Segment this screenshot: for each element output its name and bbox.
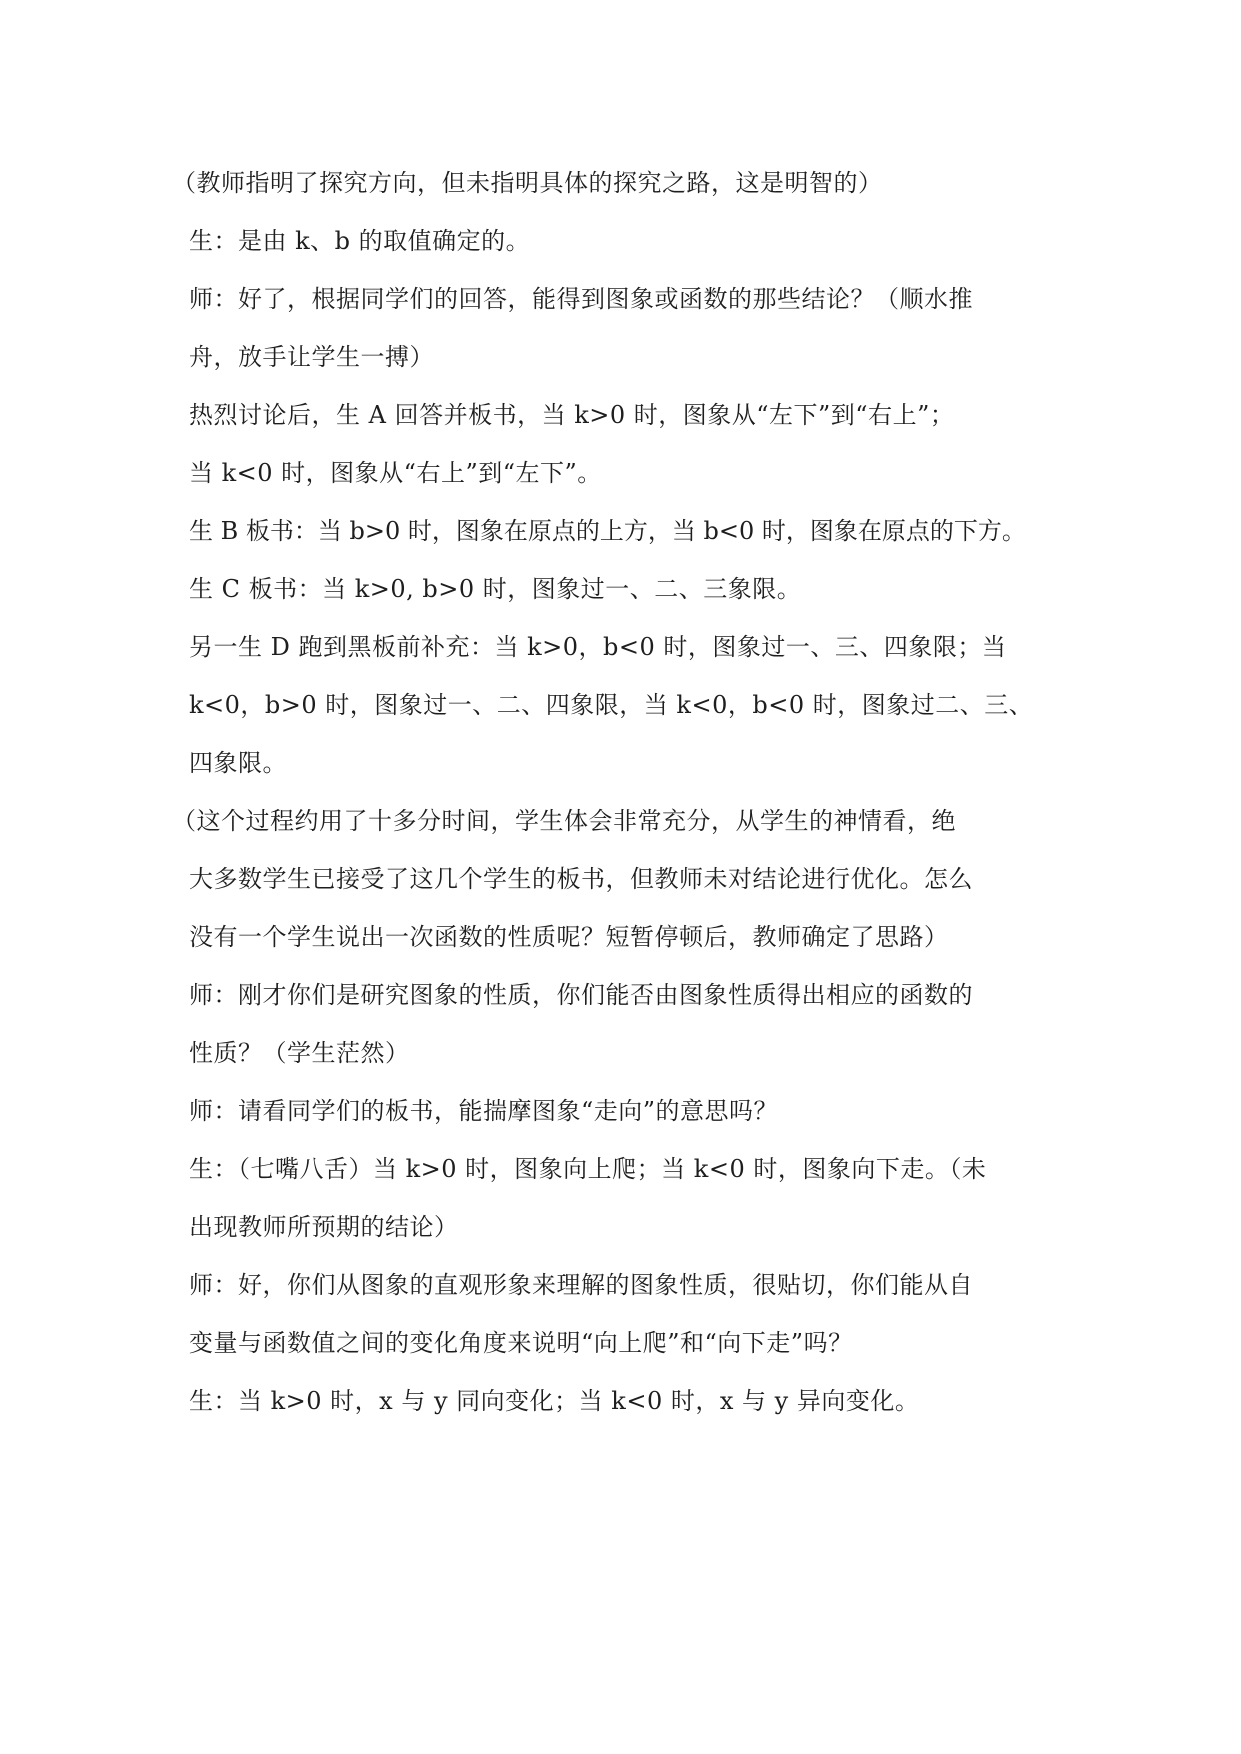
text-line-8: 生 C 板书：当 k>0, b>0 时，图象过一、二、三象限。 bbox=[189, 575, 802, 603]
text-line-11: 四象限。 bbox=[189, 749, 287, 777]
text-line-15: 师：刚才你们是研究图象的性质，你们能否由图象性质得出相应的函数的 bbox=[189, 981, 973, 1009]
text-line-10: k<0，b>0 时，图象过一、二、四象限，当 k<0，b<0 时，图象过二、三、 bbox=[189, 691, 1034, 719]
text-line-12: （这个过程约用了十多分时间，学生体会非常充分，从学生的神情看，绝 bbox=[172, 807, 956, 835]
text-line-16: 性质？（学生茫然） bbox=[189, 1039, 410, 1067]
text-line-13: 大多数学生已接受了这几个学生的板书，但教师未对结论进行优化。怎么 bbox=[189, 865, 973, 893]
text-line-3: 师：好了，根据同学们的回答，能得到图象或函数的那些结论？（顺水推 bbox=[189, 285, 973, 313]
text-line-21: 变量与函数值之间的变化角度来说明“向上爬”和“向下走”吗？ bbox=[189, 1329, 853, 1357]
text-line-17: 师：请看同学们的板书，能揣摩图象“走向”的意思吗？ bbox=[189, 1097, 779, 1125]
text-line-18: 生：（七嘴八舌）当 k>0 时，图象向上爬；当 k<0 时，图象向下走。（未 bbox=[189, 1155, 987, 1183]
text-line-9: 另一生 D 跑到黑板前补充：当 k>0，b<0 时，图象过一、三、四象限；当 bbox=[189, 633, 1007, 661]
text-line-19: 出现教师所预期的结论） bbox=[189, 1213, 459, 1241]
text-line-2: 生：是由 k、b 的取值确定的。 bbox=[189, 227, 531, 255]
text-line-7: 生 B 板书：当 b>0 时，图象在原点的上方，当 b<0 时，图象在原点的下方。 bbox=[189, 517, 1026, 545]
text-line-22: 生：当 k>0 时，x 与 y 同向变化；当 k<0 时，x 与 y 异向变化。 bbox=[189, 1387, 920, 1415]
text-line-6: 当 k<0 时，图象从“右上”到“左下”。 bbox=[189, 459, 602, 487]
text-line-4: 舟，放手让学生一搏） bbox=[189, 343, 434, 371]
text-line-5: 热烈讨论后，生 A 回答并板书，当 k>0 时，图象从“左下”到“右上”； bbox=[189, 401, 955, 429]
text-line-20: 师：好，你们从图象的直观形象来理解的图象性质，很贴切，你们能从自 bbox=[189, 1271, 973, 1299]
text-line-1: （教师指明了探究方向，但未指明具体的探究之路，这是明智的） bbox=[172, 169, 883, 197]
text-line-14: 没有一个学生说出一次函数的性质呢？短暂停顿后，教师确定了思路） bbox=[189, 923, 949, 951]
